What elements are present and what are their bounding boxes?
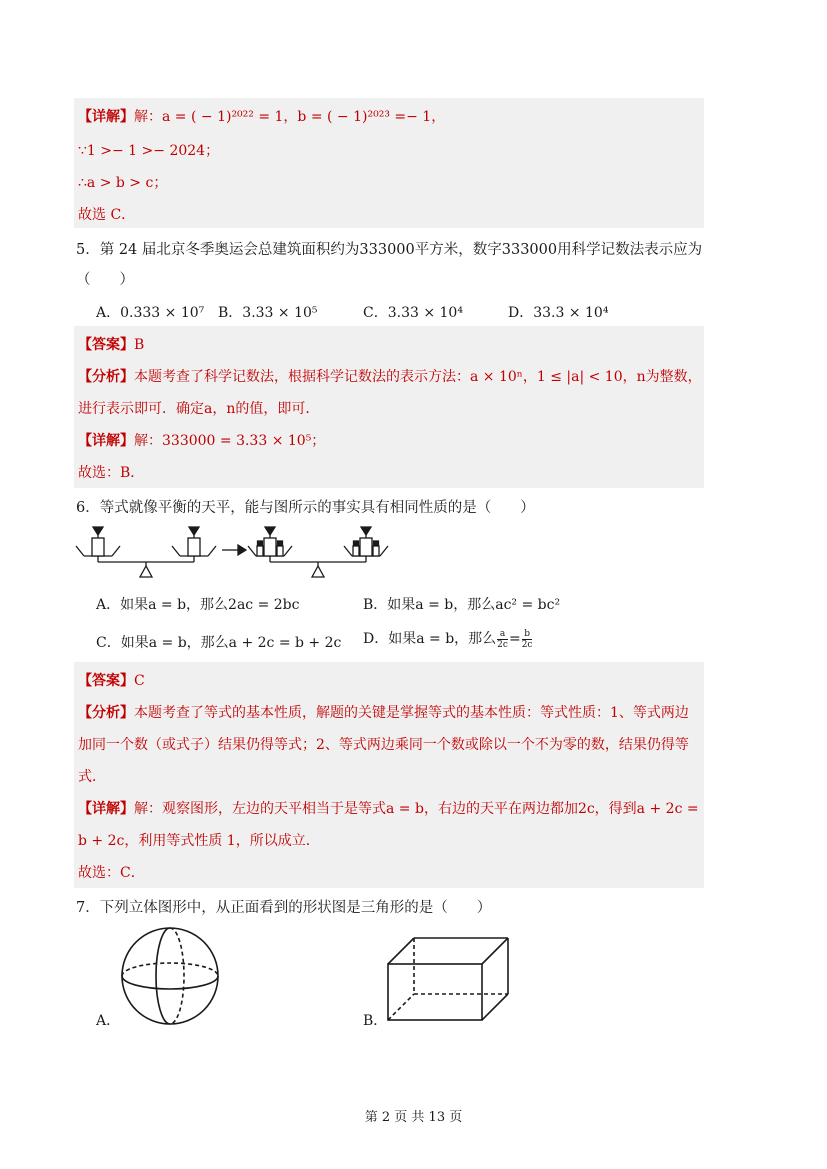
reason-line: ∵1 >− 1 >− 2024； — [78, 143, 220, 159]
answer-line: 【答案】C — [78, 673, 145, 689]
analysis-line-1: 【分析】本题考查了科学记数法，根据科学记数法的表示方法：a × 10ⁿ，1 ≤ |a| < 10，n为整数， — [78, 369, 702, 385]
q6-option-b: B．如果a = b，那么ac² = bc² — [363, 597, 561, 613]
sphere-figure — [118, 926, 224, 1026]
analysis-line-1: 【分析】本题考查了等式的基本性质，解题的关键是掌握等式的基本性质：等式性质：1、等式两边 — [78, 705, 689, 721]
question-7-stem: 7．下列立体图形中，从正面看到的形状图是三角形的是（ ） — [76, 900, 492, 916]
analysis-line-2: 进行表示即可．确定a，n的值，即可． — [78, 401, 320, 417]
detail-line: 【详解】解：a = ( − 1)²⁰²² = 1，b = ( − 1)²⁰²³ =− 1， — [78, 109, 446, 125]
fraction-b-over-2c: $\frac{b}{2c}$ — [521, 628, 533, 650]
question-5-paren: （ ） — [76, 272, 134, 288]
q5-option-b: B．3.33 × 10⁵ — [218, 305, 318, 321]
solution-box-q4 — [74, 98, 704, 228]
q6-option-d: D．如果a = b，那么 $\frac{a}{2c}$ = $\frac{b}{2c}$ — [363, 628, 533, 650]
choice-line: 故选：C． — [78, 865, 145, 881]
detail-line-1: 【详解】解：观察图形，左边的天平相当于是等式a = b，右边的天平在两边都加2c，得到a + 2c = — [78, 801, 699, 817]
q5-option-a: A．0.333 × 10⁷ — [96, 305, 205, 321]
analysis-line-3: 式． — [78, 769, 106, 785]
question-5-stem: 5．第 24 届北京冬季奥运会总建筑面积约为333000平方米，数字333000用科学记数法表示应为 — [76, 242, 703, 258]
q7-option-b: B． — [363, 1013, 388, 1029]
fraction-a-over-2c: $\frac{a}{2c}$ — [497, 628, 508, 650]
balance-scale-figure — [74, 522, 394, 584]
cuboid-figure — [386, 934, 512, 1024]
q5-option-c: C．3.33 × 10⁴ — [363, 305, 463, 321]
detail-line-2: b + 2c，利用等式性质 1，所以成立． — [78, 833, 320, 849]
q6-option-a: A．如果a = b，那么2ac = 2bc — [96, 597, 300, 613]
choice-line: 故选：B． — [78, 465, 145, 481]
detail-line: 【详解】解：333000 = 3.33 × 10⁵； — [78, 433, 326, 449]
question-6-stem: 6．等式就像平衡的天平，能与图所示的事实具有相同性质的是（ ） — [76, 500, 535, 516]
q6-option-c: C．如果a = b，那么a + 2c = b + 2c — [96, 635, 342, 651]
choice-line: 故选 C． — [78, 207, 136, 223]
solution-box-q6 — [74, 662, 704, 888]
q7-option-a: A． — [96, 1013, 121, 1029]
analysis-line-2: 加同一个数（或式子）结果仍得等式；2、等式两边乘同一个数或除以一个不为零的数，结果仍得等 — [78, 737, 689, 753]
q5-option-d: D．33.3 × 10⁴ — [508, 305, 609, 321]
conclusion-line: ∴a > b > c； — [78, 175, 168, 191]
answer-line: 【答案】B — [78, 337, 145, 353]
page-footer: 第 2 页 共 13 页 — [364, 1110, 463, 1125]
solution-box-q5 — [74, 326, 704, 488]
